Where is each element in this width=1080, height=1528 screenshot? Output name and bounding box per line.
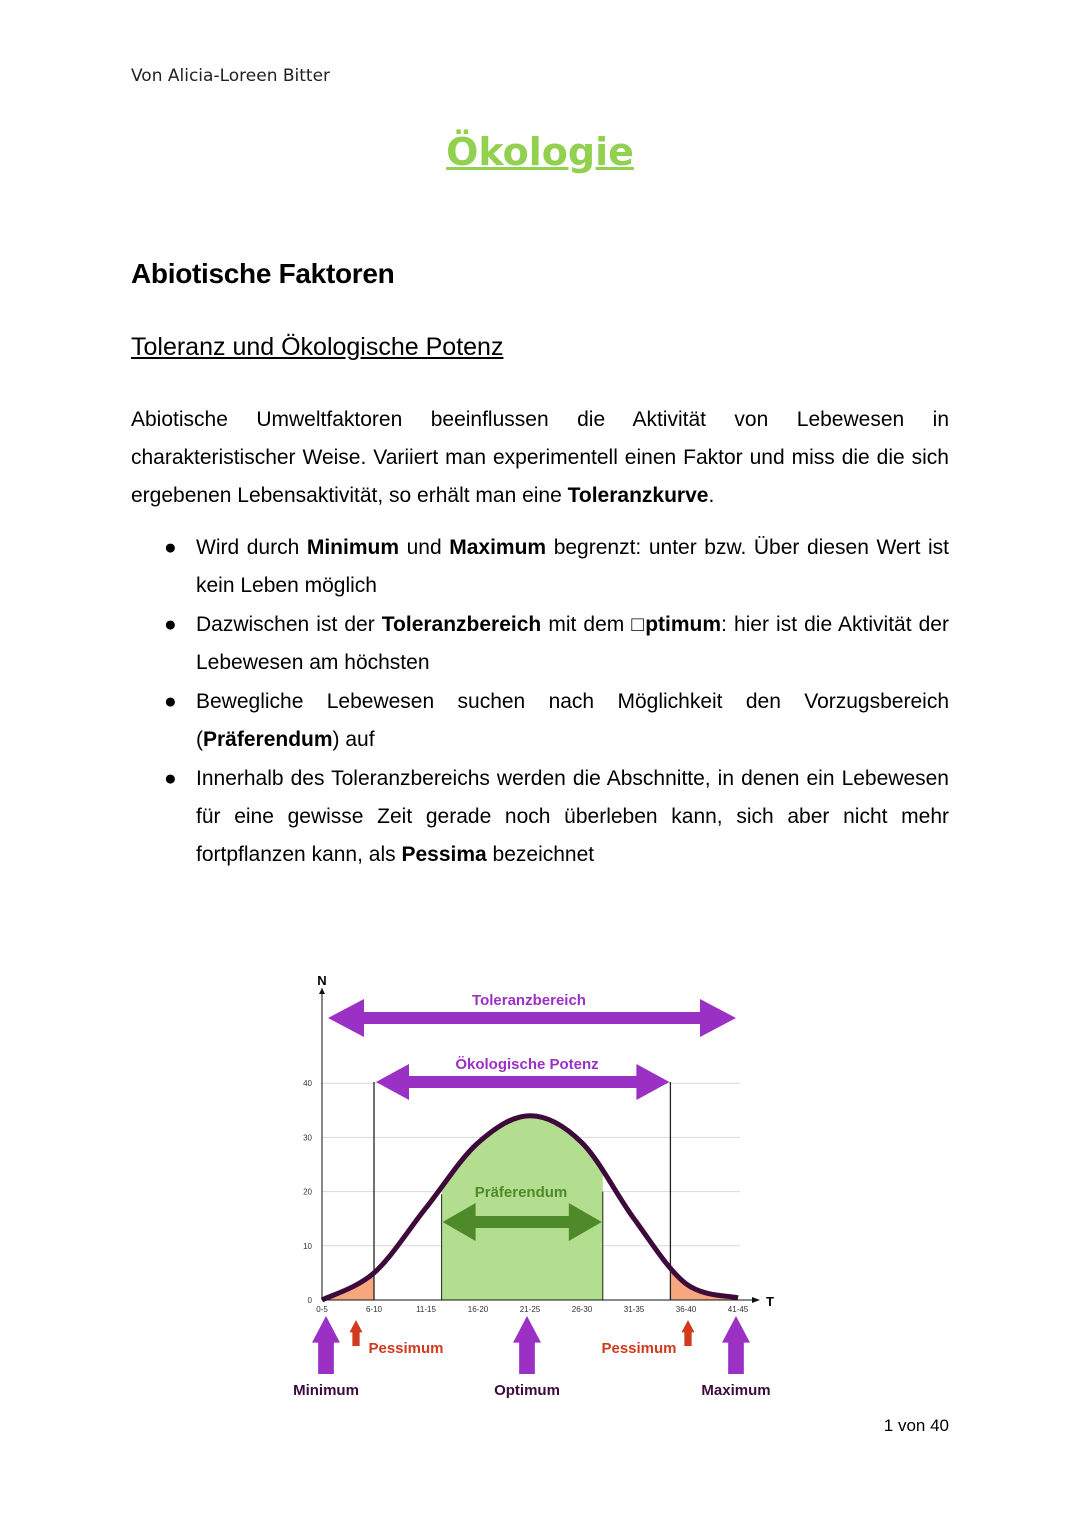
oekologische-potenz-label: Ökologische Potenz bbox=[455, 1056, 599, 1073]
bullet-item: ● Innerhalb des Toleranzbereichs werden die Abschnitte, in denen ein Lebewesen für eine gewisse Zeit gerade noch überleben kann, sich aber nicht mehr fortpflanzen kann, als Pessima bezeichnet bbox=[164, 767, 949, 866]
y-axis-arrow-icon bbox=[319, 988, 325, 994]
optimum-label: Optimum bbox=[494, 1382, 560, 1399]
maximum-arrow-icon bbox=[722, 1316, 750, 1374]
toleranzbereich-label: Toleranzbereich bbox=[472, 992, 586, 1009]
pessimum-right-label: Pessimum bbox=[601, 1340, 677, 1357]
section-heading: Abiotische Faktoren bbox=[131, 258, 395, 289]
minimum-label: Minimum bbox=[293, 1382, 359, 1399]
x-tick-label: 0-5 bbox=[316, 1305, 328, 1314]
x-tick-label: 36-40 bbox=[675, 1305, 697, 1314]
x-tick-label: 6-10 bbox=[365, 1305, 383, 1314]
y-tick-label: 0 bbox=[307, 1296, 312, 1305]
x-tick-label: 11-15 bbox=[416, 1305, 436, 1314]
pessimum-left-label: Pessimum bbox=[368, 1340, 444, 1357]
x-axis-arrow-icon bbox=[752, 1297, 760, 1303]
pessimum-left-arrow-icon bbox=[350, 1320, 363, 1346]
y-axis-label: N bbox=[317, 973, 327, 988]
bullet-item: ● Wird durch Minimum und Maximum begrenzt: unter bzw. Über diesen Wert ist kein Leben möglich bbox=[164, 536, 949, 597]
subsection-heading: Toleranz und Ökologische Potenz bbox=[131, 333, 504, 361]
y-tick-label: 40 bbox=[303, 1079, 312, 1089]
minimum-arrow-icon bbox=[312, 1316, 340, 1374]
optimum-arrow-icon bbox=[513, 1316, 541, 1374]
page-number: 1 von 40 bbox=[883, 1416, 949, 1435]
y-tick-label: 30 bbox=[303, 1133, 312, 1143]
x-tick-label: 16-20 bbox=[467, 1305, 489, 1314]
intro-paragraph: Abiotische Umweltfaktoren beeinflussen die Aktivität von Lebewesen in charakteristischer Weise. Variiert man experimentell einen Faktor und miss die die sich ergebenen Lebensaktivität, so erhält man eine Toleranzkurve. bbox=[131, 408, 949, 507]
y-tick-label: 20 bbox=[303, 1187, 312, 1197]
term-toleranzkurve: Toleranzkurve bbox=[567, 484, 709, 507]
x-tick-label: 31-35 bbox=[623, 1305, 645, 1314]
bullet-item: ● Dazwischen ist der Toleranzbereich mit dem □ptimum: hier ist die Aktivität der Lebewesen am höchsten bbox=[164, 613, 949, 674]
maximum-label: Maximum bbox=[701, 1382, 771, 1399]
x-tick-label: 26-30 bbox=[571, 1305, 593, 1314]
pessimum-right-arrow-icon bbox=[682, 1320, 695, 1346]
page-title: Ökologie bbox=[446, 130, 634, 174]
bullet-item: ● Bewegliche Lebewesen suchen nach Möglichkeit den Vorzugsbereich (Präferendum) auf bbox=[164, 690, 949, 751]
x-axis-label: T bbox=[766, 1294, 774, 1309]
praeferendum-label: Präferendum bbox=[474, 1184, 568, 1201]
x-tick-label: 41-45 bbox=[727, 1305, 749, 1314]
x-tick-label: 21-25 bbox=[519, 1305, 541, 1314]
y-tick-label: 10 bbox=[303, 1241, 312, 1251]
author-line: Von Alicia-Loreen Bitter bbox=[131, 66, 331, 86]
